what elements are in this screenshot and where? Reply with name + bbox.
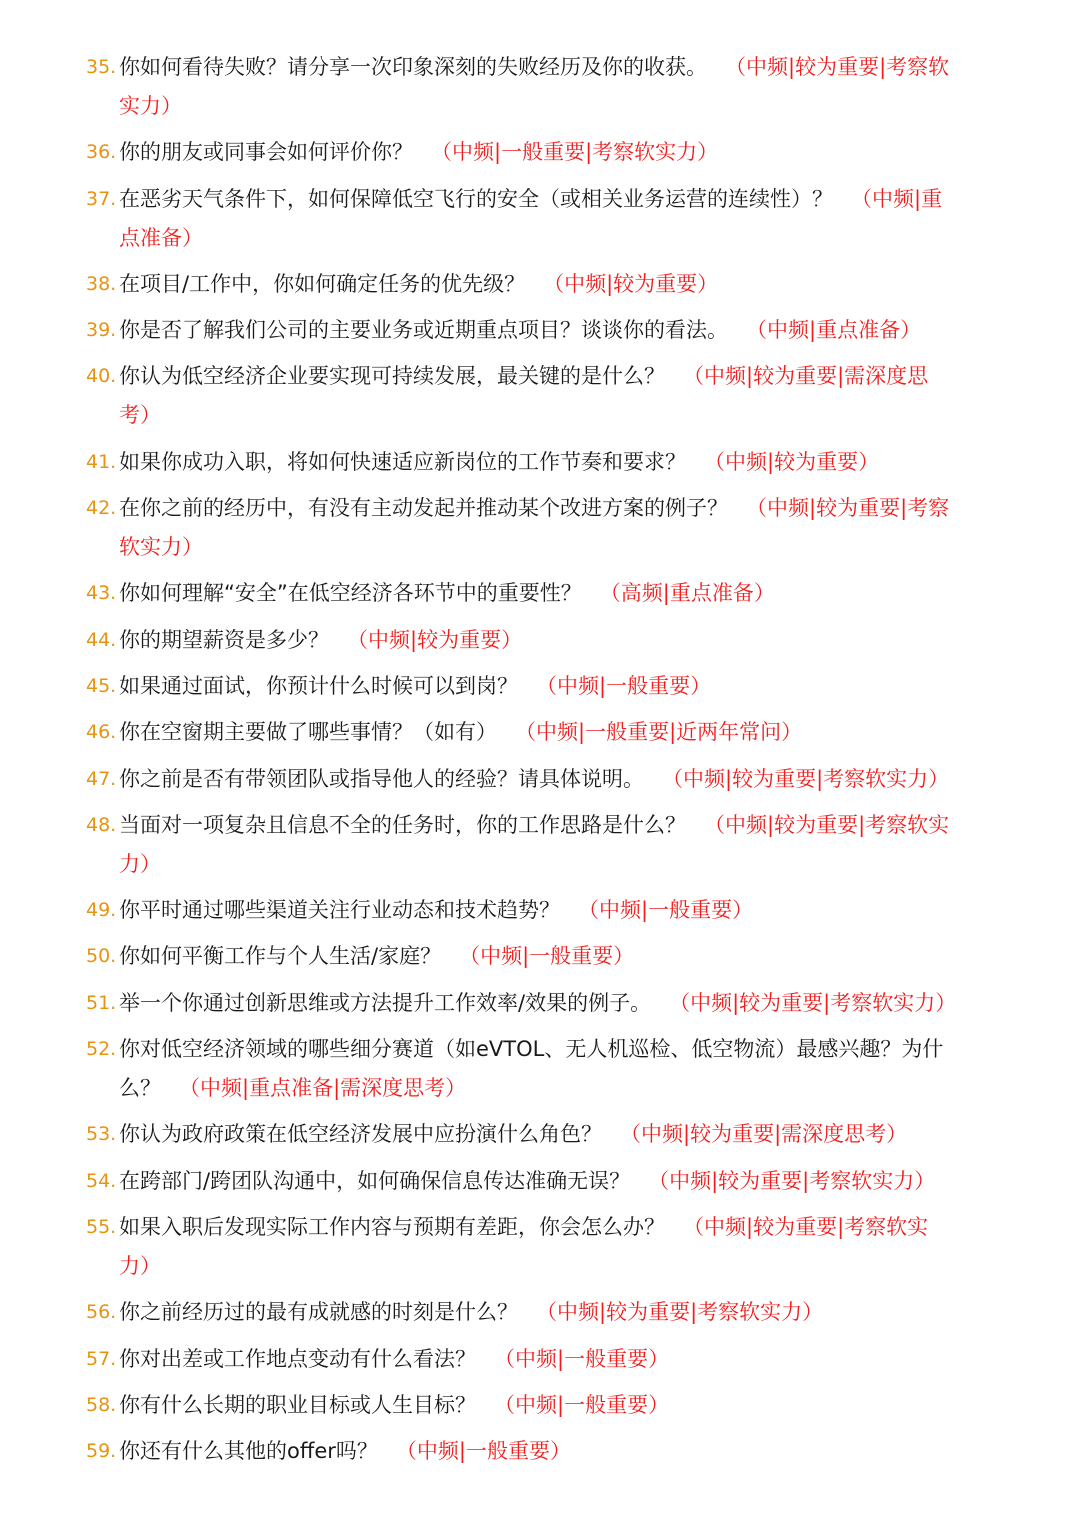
question-item [0,713,959,752]
question-tag: （中频|一般重要|近两年常问） [515,720,803,745]
question-item [0,667,959,706]
question-number: 40. [86,365,117,388]
question-item [0,180,959,258]
question-tag: （高频|重点准备） [599,581,775,606]
question-text: 你的期望薪资是多少？ [119,627,329,652]
question-tag: （中频|一般重要|考察软实力） [431,140,719,165]
question-number: 55. [86,1215,117,1238]
question-tag: （中频|较为重要） [347,627,523,652]
question-tag: （中频|较为重要|考察软实力） [119,812,950,876]
question-number: 37. [86,187,117,210]
question-number: 46. [86,721,117,744]
question-tag: （中频|较为重要|考察软实力） [648,1168,936,1193]
question-item [0,760,959,799]
question-item [0,1386,959,1425]
question-number: 54. [86,1169,117,1192]
question-number: 53. [86,1123,117,1146]
question-number: 51. [86,991,117,1014]
question-item [0,1293,959,1332]
question-text: 你认为政府政策在低空经济发展中应扮演什么角色？ [119,1122,602,1147]
question-item [0,1208,959,1286]
question-number: 59. [86,1440,117,1463]
question-number: 56. [86,1301,117,1324]
question-text: 举一个你通过创新思维或方法提升工作效率/效果的例子。 [119,990,652,1015]
question-text: 你如何理解“安全”在低空经济各环节中的重要性？ [119,581,582,606]
question-number: 49. [86,899,117,922]
question-number: 44. [86,628,117,651]
question-number: 38. [86,272,117,295]
question-item [0,891,959,930]
question-item [0,1432,959,1471]
question-text: 你有什么长期的职业目标或人生目标？ [119,1392,476,1417]
question-text: 你在空窗期主要做了哪些事情？（如有） [119,720,497,745]
question-item [0,489,959,567]
question-tag: （中频|一般重要） [459,944,635,969]
question-text: 你之前是否有带领团队或指导他人的经验？请具体说明。 [119,766,644,791]
question-number: 41. [86,450,117,473]
question-text: 你之前经历过的最有成就感的时刻是什么？ [119,1300,518,1325]
question-text: 你对低空经济领域的哪些细分赛道（如eVTOL、无人机巡检、低空物流）最感兴趣？为什么？ [119,1037,944,1101]
question-item [0,265,959,304]
question-tag: （中频|较为重要|考察软实力） [119,1214,929,1278]
question-tag: （中频|较为重要|考察软实力） [669,990,957,1015]
question-text: 你如何看待失败？请分享一次印象深刻的失败经历及你的收获。 [119,55,707,79]
question-text: 在项目/工作中，你如何确定任务的优先级？ [119,271,526,296]
question-number: 50. [86,945,117,968]
question-item [0,1340,959,1379]
question-item [0,1115,959,1154]
question-number: 47. [86,767,117,790]
question-tag: （中频|较为重要|需深度思考） [620,1122,908,1147]
question-tag: （中频|较为重要|考察软实力） [119,55,950,118]
question-item [0,621,959,660]
question-tag: （中频|一般重要） [395,1439,571,1464]
question-tag: （中频|一般重要） [578,898,754,923]
question-number: 52. [86,1038,117,1061]
question-item [0,133,959,172]
question-text: 在恶劣天气条件下，如何保障低空飞行的安全（或相关业务运营的连续性）？ [119,186,833,211]
question-tag: （中频|较为重要） [704,449,880,474]
question-tag: （中频|较为重要|考察软实力） [119,496,950,560]
question-item [0,806,959,884]
question-text: 如果你成功入职，将如何快速适应新岗位的工作节奏和要求？ [119,449,686,474]
question-text: 你的朋友或同事会如何评价你？ [119,140,413,165]
question-item [0,443,959,482]
question-number: 57. [86,1347,117,1370]
question-text: 如果通过面试，你预计什么时候可以到岗？ [119,673,518,698]
question-text: 你还有什么其他的offer吗？ [119,1439,378,1464]
question-text: 在跨部门/跨团队沟通中，如何确保信息传达准确无误？ [119,1168,631,1193]
question-item [0,311,959,350]
question-text: 你平时通过哪些渠道关注行业动态和技术趋势？ [119,898,560,923]
question-item [0,984,959,1023]
question-item [0,357,959,435]
question-number: 58. [86,1393,117,1416]
question-item [0,48,959,126]
question-number: 35. [86,56,117,78]
question-tag: （中频|较为重要|考察软实力） [662,766,950,791]
question-text: 当面对一项复杂且信息不全的任务时，你的工作思路是什么？ [119,812,686,837]
question-tag: （中频|一般重要） [536,673,712,698]
question-number: 42. [86,497,117,520]
question-number: 36. [86,141,117,164]
question-tag: （中频|一般重要） [494,1346,670,1371]
question-text: 你如何平衡工作与个人生活/家庭？ [119,944,442,969]
question-item [0,937,959,976]
question-item [0,1162,959,1201]
question-number: 43. [86,582,117,605]
question-number: 39. [86,319,117,342]
question-number: 45. [86,674,117,697]
question-tag: （中频|重点准备|需深度思考） [179,1076,467,1101]
question-tag: （中频|重点准备） [746,318,922,343]
question-text: 你是否了解我们公司的主要业务或近期重点项目？谈谈你的看法。 [119,318,728,343]
question-text: 如果入职后发现实际工作内容与预期有差距，你会怎么办？ [119,1214,665,1239]
question-tag: （中频|较为重要|考察软实力） [536,1300,824,1325]
question-tag: （中频|较为重要） [543,271,719,296]
question-number: 48. [86,813,117,836]
question-text: 你认为低空经济企业要实现可持续发展，最关键的是什么？ [119,364,665,389]
question-tag: （中频|较为重要|需深度思考） [119,364,929,428]
question-item [0,1030,959,1108]
question-tag: （中频|重点准备） [119,186,943,250]
question-tag: （中频|一般重要） [494,1392,670,1417]
question-item [0,574,959,613]
question-text: 你对出差或工作地点变动有什么看法？ [119,1346,476,1371]
question-text: 在你之前的经历中，有没有主动发起并推动某个改进方案的例子？ [119,496,728,521]
